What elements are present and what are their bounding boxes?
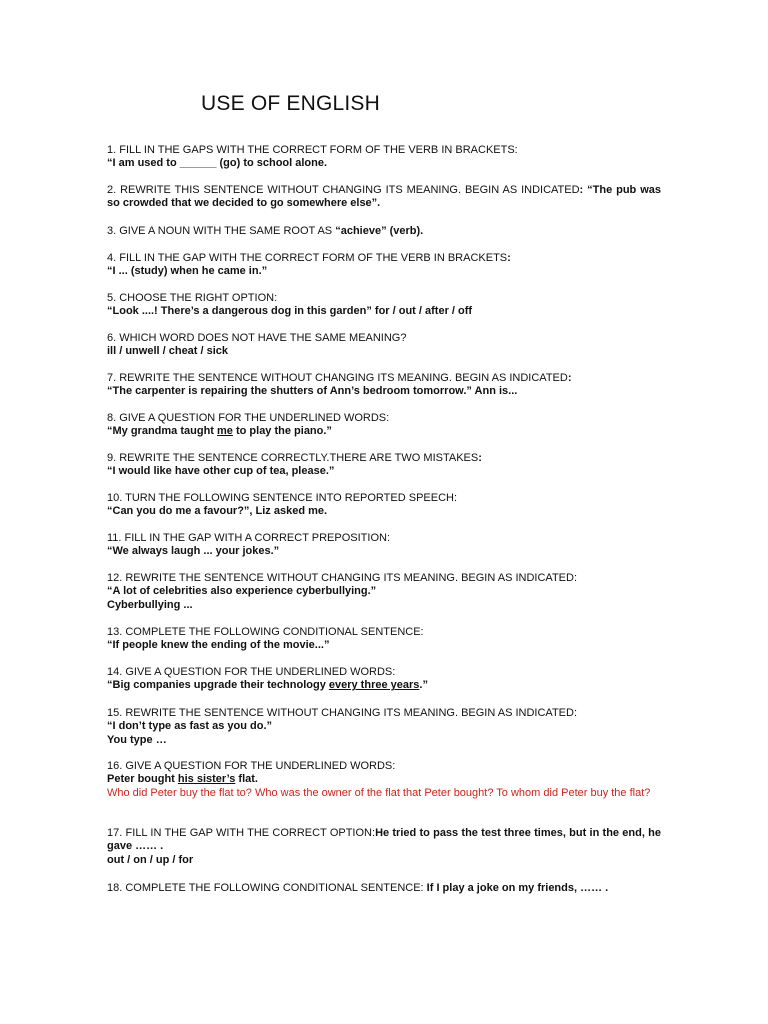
question-4-prompt: 4. FILL IN THE GAP WITH THE CORRECT FORM OF THE VERB IN BRACKETS [107,252,508,264]
question-17 [107,827,661,867]
question-16-underlined-words: his sister’s [177,773,236,786]
question-7 [107,372,661,399]
question-16-text-after: flat. [235,773,258,786]
question-8-text-before: “My grandma taught [107,425,218,438]
question-13-prompt: 13. COMPLETE THE FOLLOWING CONDITIONAL SENTENCE: [107,626,424,638]
question-6-prompt: 6. WHICH WORD DOES NOT HAVE THE SAME MEANING? [107,332,407,344]
question-17-prompt: 17. FILL IN THE GAP WITH THE CORRECT OPTION: [107,827,376,839]
question-16-text-before: Peter bought [107,773,178,786]
question-14-text-before: “Big companies upgrade their technology [107,679,329,692]
question-6 [107,332,661,359]
question-2-prompt: 2. REWRITE THIS SENTENCE WITHOUT CHANGING ITS MEANING. BEGIN AS INDICATED [107,184,580,196]
question-4-colon: : [507,252,511,264]
question-3-word: “achieve” (verb). [335,225,424,237]
question-6-options: ill / unwell / cheat / sick [107,345,229,358]
question-18-sentence: If I play a joke on my friends, …… . [426,882,609,894]
question-18 [107,882,661,895]
question-11 [107,532,661,559]
question-17-sentence: He tried to pass the test three times, but in the end, he gave …… . [107,827,662,853]
question-16-answer: Who did Peter buy the flat to? Who was the owner of the flat that Peter bought? To whom did Peter buy the flat? [107,786,651,799]
question-7-prompt: 7. REWRITE THE SENTENCE WITHOUT CHANGING ITS MEANING. BEGIN AS INDICATED [107,372,568,384]
question-15 [107,707,661,747]
question-12-sentence: “A lot of celebrities also experience cyberbullying.” [107,585,377,598]
question-14-underlined-words: every three years [328,679,420,692]
question-11-sentence: “We always laugh ... your jokes.” [107,545,280,558]
question-10 [107,492,661,519]
question-8-prompt: 8. GIVE A QUESTION FOR THE UNDERLINED WORDS: [107,412,390,424]
question-7-colon: : [567,372,572,384]
question-5 [107,292,661,319]
question-10-prompt: 10. TURN THE FOLLOWING SENTENCE INTO REPORTED SPEECH: [107,492,458,504]
question-1-sentence: “I am used to ______ (go) to school alone. [107,157,328,170]
question-5-sentence: “Look ....! There’s a dangerous dog in this garden” for / out / after / off [107,305,473,318]
question-3-prompt: 3. GIVE A NOUN WITH THE SAME ROOT AS [107,225,336,237]
question-7-sentence: “The carpenter is repairing the shutters of Ann’s bedroom tomorrow.” Ann is... [107,385,518,398]
question-14-text-after: .” [419,679,428,692]
question-14-prompt: 14. GIVE A QUESTION FOR THE UNDERLINED WORDS: [107,666,396,678]
question-15-begin: You type … [107,733,167,746]
question-13 [107,626,661,653]
question-10-sentence: “Can you do me a favour?”, Liz asked me. [107,505,328,518]
question-12-prompt: 12. REWRITE THE SENTENCE WITHOUT CHANGING ITS MEANING. BEGIN AS INDICATED: [107,572,577,584]
page-title: USE OF ENGLISH [201,92,381,115]
question-13-sentence: “If people knew the ending of the movie...” [107,639,330,652]
question-2 [107,184,661,211]
question-9-colon: : [478,452,482,464]
question-9-sentence: “I would like have other cup of tea, please.” [107,465,335,478]
question-9 [107,452,661,479]
question-1 [107,144,661,171]
question-5-prompt: 5. CHOOSE THE RIGHT OPTION: [107,292,278,304]
question-18-prompt: 18. COMPLETE THE FOLLOWING CONDITIONAL SENTENCE: [107,882,427,894]
question-8-underlined-word: me [217,425,233,438]
question-4 [107,252,661,279]
question-8-text-after: to play the piano.” [232,425,332,438]
question-11-prompt: 11. FILL IN THE GAP WITH A CORRECT PREPOSITION: [107,532,391,544]
question-1-prompt: 1. FILL IN THE GAPS WITH THE CORRECT FORM OF THE VERB IN BRACKETS: [107,144,518,156]
question-15-prompt: 15. REWRITE THE SENTENCE WITHOUT CHANGING ITS MEANING. BEGIN AS INDICATED: [107,707,577,719]
question-8 [107,412,661,439]
question-3 [107,225,661,238]
question-16 [107,760,661,800]
question-4-sentence: “I ... (study) when he came in.” [107,265,268,278]
question-15-sentence: “I don’t type as fast as you do.” [107,720,273,733]
question-16-prompt: 16. GIVE A QUESTION FOR THE UNDERLINED WORDS: [107,760,396,772]
question-2-sentence: : “The pub was so crowded that we decided to go somewhere else”. [107,184,661,210]
question-9-prompt: 9. REWRITE THE SENTENCE CORRECTLY.THERE ARE TWO MISTAKES [107,452,479,464]
question-17-options: out / on / up / for [107,853,194,866]
question-12-begin: Cyberbullying ... [107,598,193,611]
question-14 [107,666,661,693]
question-12 [107,572,661,612]
